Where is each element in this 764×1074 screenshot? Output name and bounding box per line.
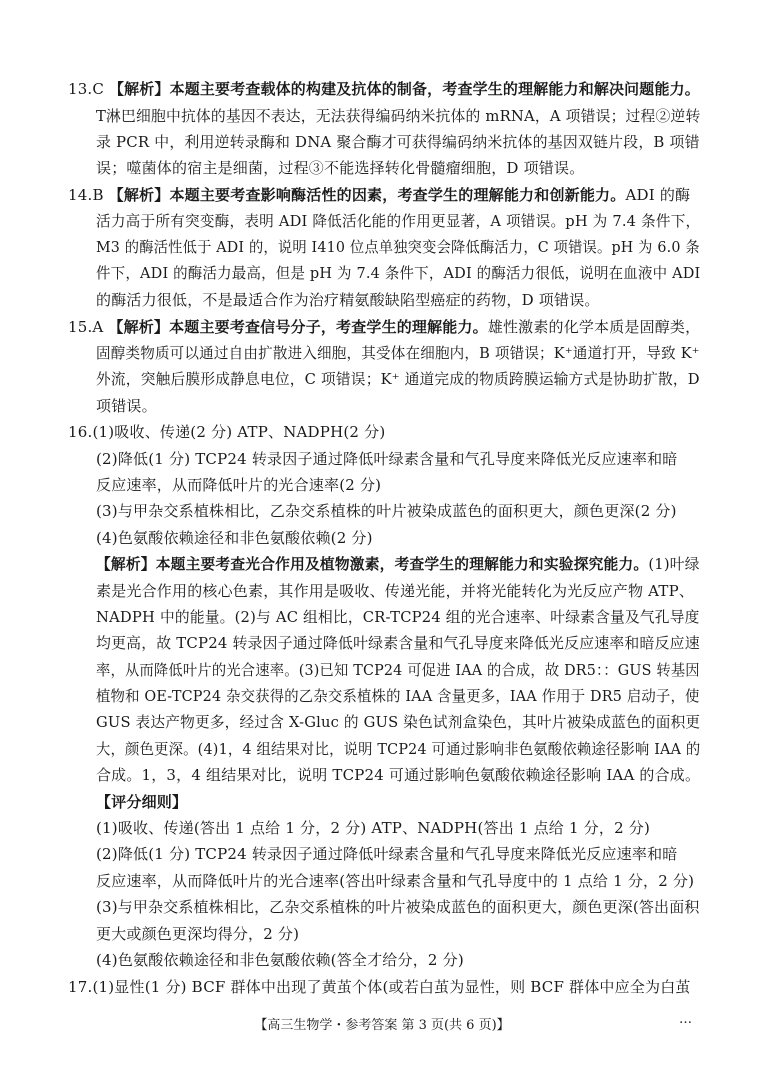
text-segment: (1)叶绿 bbox=[648, 555, 700, 573]
text-segment: (4)色氨酸依赖途径和非色氨酸依赖(2 分) bbox=[96, 529, 373, 547]
text-segment: 合成。1，3，4 组结果对比，说明 TCP24 可通过影响色氨酸依赖途径影响 IAA 的合成。 bbox=[96, 766, 701, 784]
bold-segment: 【解析】本题主要考查影响酶活性的因素，考查学生的理解能力和创新能力。 bbox=[108, 186, 626, 204]
text-line bbox=[96, 553, 700, 575]
text-line bbox=[96, 949, 464, 971]
text-segment: 反应速率，从而降低叶片的光合速率(2 分) bbox=[96, 476, 382, 494]
bold-segment: 【评分细则】 bbox=[96, 793, 188, 811]
page-footer: 【高三生物学・参考答案 第 3 页(共 6 页)】 bbox=[254, 1018, 510, 1033]
text-line bbox=[96, 606, 700, 628]
text-segment: 固醇类物质可以通过自由扩散进入细胞，其受体在细胞内，B 项错误；K⁺通道打开，导致 K⁺ bbox=[96, 344, 700, 362]
text-segment: 大，颜色更深。(4)1，4 组结果对比，说明 TCP24 可通过影响非色氨酸依赖途径影响 IAA 的 bbox=[96, 740, 701, 758]
text-segment: 14.B bbox=[68, 186, 109, 204]
text-line bbox=[96, 870, 694, 892]
text-line bbox=[96, 262, 700, 284]
text-segment: 的酶活力很低，不是最适合作为治疗精氨酸缺陷型癌症的药物，D 项错误。 bbox=[96, 291, 600, 309]
text-line bbox=[96, 711, 700, 733]
text-segment: 15.A bbox=[68, 318, 109, 336]
text-line bbox=[96, 342, 700, 364]
text-line bbox=[96, 448, 677, 470]
text-segment: M3 的酶活性低于 ADI 的，说明 I410 位点单独突变会降低酶活力，C 项错误。pH 为 6.0 条 bbox=[96, 238, 700, 256]
text-line bbox=[96, 500, 677, 522]
text-line bbox=[96, 157, 584, 179]
text-segment: (3)与甲杂交系植株相比，乙杂交系植株的叶片被染成蓝色的面积更大，颜色更深(答出面积 bbox=[96, 898, 700, 916]
text-line bbox=[96, 527, 373, 549]
text-segment: (2)降低(1 分) TCP24 转录因子通过降低叶绿素含量和气孔导度来降低光反应速率和暗 bbox=[96, 450, 678, 468]
text-segment: NADPH 中的能量。(2)与 AC 组相比，CR-TCP24 组的光合速率、叶绿素含量及气孔导度 bbox=[96, 608, 700, 626]
text-line bbox=[68, 976, 691, 998]
text-segment: 雄性激素的化学本质是固醇类， bbox=[487, 318, 701, 336]
text-line bbox=[68, 421, 385, 443]
bold-segment: 【解析】本题主要考查载体的构建及抗体的制备，考查学生的理解能力和解决问题能力。 bbox=[108, 80, 700, 98]
text-line bbox=[96, 685, 700, 707]
text-line bbox=[68, 78, 700, 100]
text-segment: 件下，ADI 的酶活力最高，但是 pH 为 7.4 条件下，ADI 的酶活力很低，说明在血液中 ADI bbox=[96, 264, 701, 282]
text-segment: (4)色氨酸依赖途径和非色氨酸依赖(答全才给分，2 分) bbox=[96, 951, 464, 969]
text-line bbox=[96, 236, 700, 258]
text-segment: (3)与甲杂交系植株相比，乙杂交系植株的叶片被染成蓝色的面积更大，颜色更深(2 分) bbox=[96, 502, 677, 520]
text-line bbox=[96, 764, 700, 786]
text-line bbox=[96, 395, 157, 417]
text-line bbox=[96, 131, 700, 153]
text-line bbox=[96, 210, 700, 232]
bold-segment: 【解析】本题主要考查光合作用及植物激素，考查学生的理解能力和实验探究能力。 bbox=[96, 555, 649, 573]
text-segment: 率，从而降低叶片的光合速率。(3)已知 TCP24 可促进 IAA 的合成，故 DR5：：GUS 转基因 bbox=[96, 661, 700, 679]
text-segment: (2)降低(1 分) TCP24 转录因子通过降低叶绿素含量和气孔导度来降低光反应速率和暗 bbox=[96, 845, 678, 863]
text-line bbox=[96, 843, 677, 865]
text-line bbox=[96, 289, 600, 311]
text-segment: 植物和 OE-TCP24 杂交获得的乙杂交系植株的 IAA 含量更多，IAA 作用于 DR5 启动子，使 bbox=[96, 687, 700, 705]
text-line bbox=[96, 105, 700, 127]
text-line bbox=[96, 580, 694, 602]
text-line bbox=[96, 659, 700, 681]
text-segment: (1)吸收、传递(答出 1 点给 1 分，2 分) ATP、NADPH(答出 1 点给 1 分，2 分) bbox=[96, 819, 651, 837]
text-segment: 外流，突触后膜形成静息电位，C 项错误；K⁺ 通道完成的物质跨膜运输方式是协助扩散，D bbox=[96, 370, 700, 388]
text-line bbox=[68, 184, 690, 206]
text-segment: GUS 表达产物更多，经过含 X-Gluc 的 GUS 染色试剂盒染色，其叶片被染成蓝色的面积更 bbox=[96, 713, 701, 731]
text-line bbox=[96, 817, 650, 839]
footer-mark: … bbox=[679, 1012, 692, 1027]
text-line bbox=[96, 791, 187, 813]
bold-segment: 【解析】本题主要考查信号分子，考查学生的理解能力。 bbox=[108, 318, 488, 336]
text-segment: 13.C bbox=[68, 80, 109, 98]
text-line bbox=[96, 368, 700, 390]
text-line bbox=[96, 738, 700, 760]
text-line bbox=[96, 923, 299, 945]
text-line bbox=[96, 632, 700, 654]
text-segment: 16.(1)吸收、传递(2 分) ATP、NADPH(2 分) bbox=[68, 423, 386, 441]
text-segment: 录 PCR 中，利用逆转录酶和 DNA 聚合酶才可获得编码纳米抗体的基因双链片段，B 项错 bbox=[96, 133, 700, 151]
text-line bbox=[68, 316, 700, 338]
text-segment: 素是光合作用的核心色素，其作用是吸收、传递光能，并将光能转化为光反应产物 ATP、 bbox=[96, 582, 695, 600]
text-line bbox=[96, 474, 381, 496]
text-line bbox=[96, 896, 700, 918]
text-segment: 活力高于所有突变酶，表明 ADI 降低活化能的作用更显著，A 项错误。pH 为 7.4 条件下， bbox=[96, 212, 701, 230]
text-segment: ADI 的酶 bbox=[625, 186, 691, 204]
text-segment: 均更高，故 TCP24 转录因子通过降低叶绿素含量和气孔导度来降低光反应速率和暗反应速 bbox=[96, 634, 700, 652]
text-segment: 项错误。 bbox=[96, 397, 157, 415]
text-segment: T淋巴细胞中抗体的基因不表达，无法获得编码纳米抗体的 mRNA，A 项错误；过程②逆转 bbox=[96, 107, 701, 125]
text-segment: 误；噬菌体的宿主是细菌，过程③不能选择转化骨髓瘤细胞，D 项错误。 bbox=[96, 159, 585, 177]
text-segment: 17.(1)显性(1 分) BCF 群体中出现了黄茧个体(或若白茧为显性，则 BCF 群体中应全为白茧 bbox=[68, 978, 691, 996]
text-segment: 更大或颜色更深均得分，2 分) bbox=[96, 925, 300, 943]
text-segment: 反应速率，从而降低叶片的光合速率(答出叶绿素含量和气孔导度中的 1 点给 1 分，2 分) bbox=[96, 872, 695, 890]
